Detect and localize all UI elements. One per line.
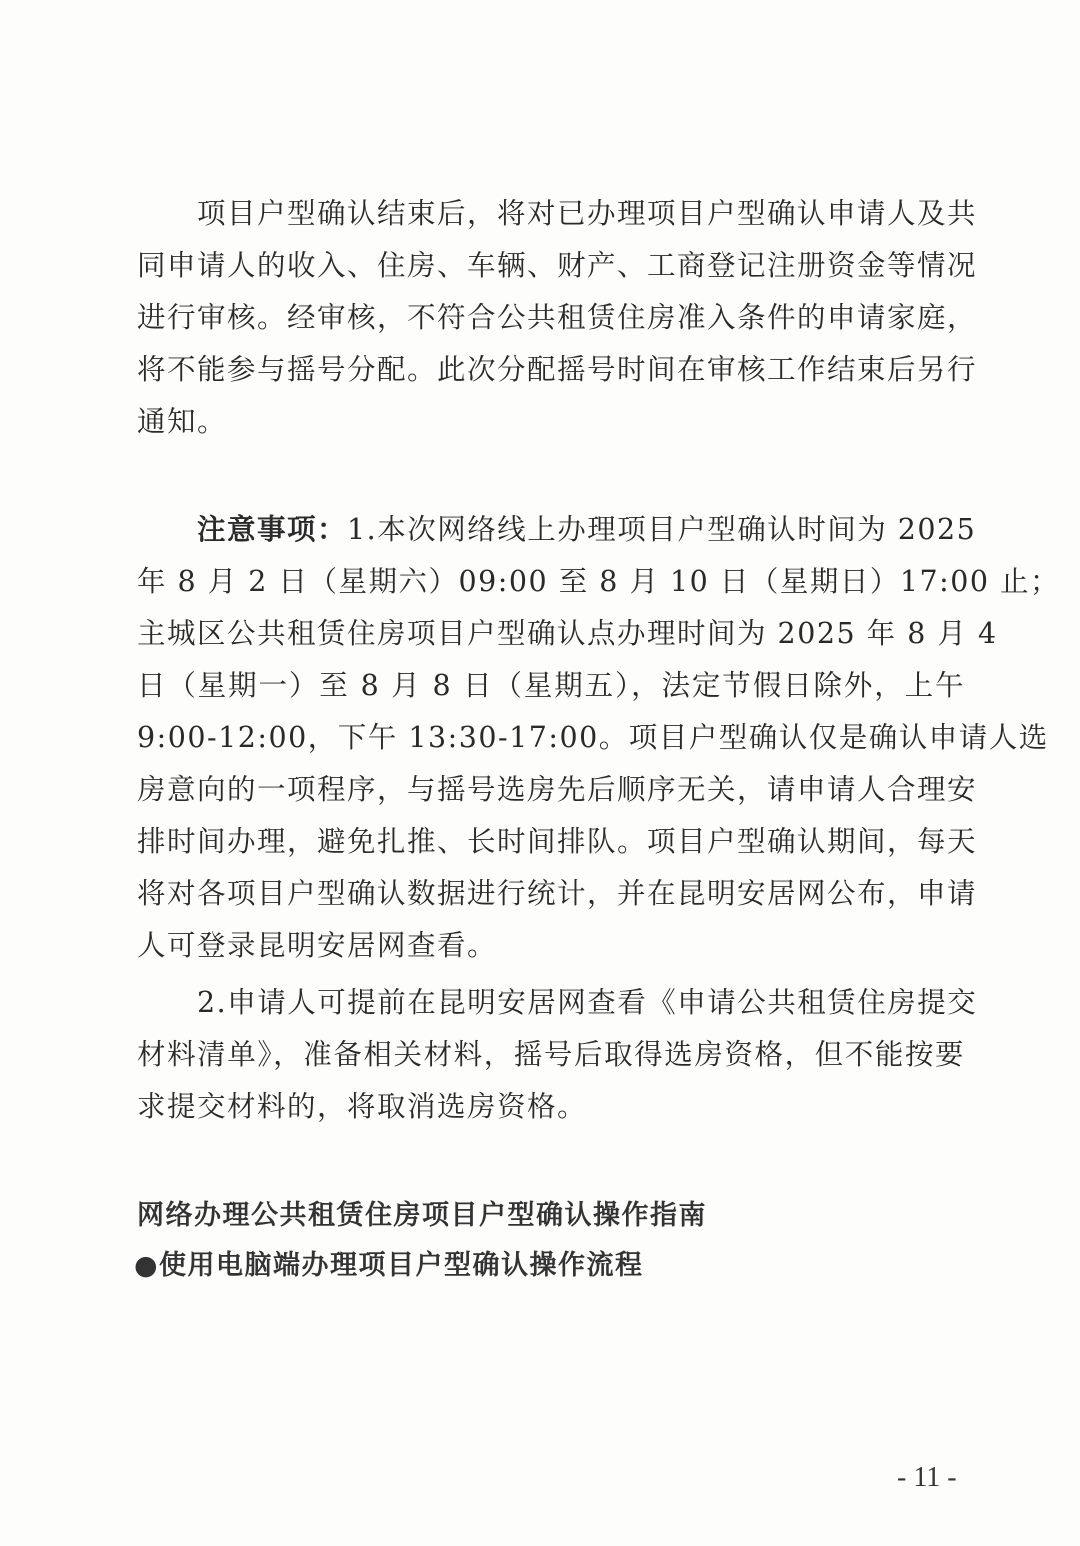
- guide-subtitle: ●使用电脑端办理项目户型确认操作流程: [134, 1250, 644, 1281]
- text-line: 将对各项目户型确认数据进行统计，并在昆明安居网公布，申请: [137, 877, 978, 910]
- paragraph-notice-item1: [137, 503, 1061, 972]
- guide-title: 网络办理公共租赁住房项目户型确认操作指南: [137, 1200, 707, 1231]
- text-line: 通知。: [137, 405, 228, 438]
- text-line: 材料清单》，准备相关材料，摇号后取得选房资格，但不能按要: [137, 1038, 965, 1071]
- text-line: 将不能参与摇号分配。此次分配摇号时间在审核工作结束后另行: [137, 353, 978, 386]
- text-line: 求提交材料的，将取消选房资格。: [137, 1090, 588, 1123]
- text-line: 房意向的一项程序，与摇号选房先后顺序无关，请申请人合理安: [137, 773, 978, 806]
- text-line: 主城区公共租赁住房项目户型确认点办理时间为 2025 年 8 月 4: [137, 617, 998, 650]
- paragraph-notice-item2: [137, 977, 978, 1133]
- text-line: 项目户型确认结束后，将对已办理项目户型确认申请人及共: [137, 197, 978, 230]
- page-number: - 11 -: [897, 1462, 957, 1493]
- text-line: 同申请人的收入、住房、车辆、财产、工商登记注册资金等情况: [137, 249, 978, 282]
- text-line: 9:00-12:00，下午 13:30-17:00。项目户型确认仅是确认申请人选: [137, 721, 1049, 754]
- text-line: 日（星期一）至 8 月 8 日（星期五），法定节假日除外，上午: [137, 669, 965, 702]
- notice-label: 注意事项：: [137, 512, 348, 546]
- text-line: 2.申请人可提前在昆明安居网查看《申请公共租赁住房提交: [137, 986, 978, 1019]
- text-line: 年 8 月 2 日（星期六）09:00 至 8 月 10 日（星期日）17:00 止；: [137, 565, 1061, 598]
- paragraph-review-notice: [137, 188, 978, 448]
- notice-item1-first: 1.本次网络线上办理项目户型确认时间为 2025: [347, 513, 977, 546]
- text-line: 进行审核。经审核，不符合公共租赁住房准入条件的申请家庭，: [137, 301, 978, 334]
- text-line: [137, 503, 977, 556]
- text-line: 人可登录昆明安居网查看。: [137, 929, 498, 962]
- text-line: 排时间办理，避免扎推、长时间排队。项目户型确认期间，每天: [137, 825, 978, 858]
